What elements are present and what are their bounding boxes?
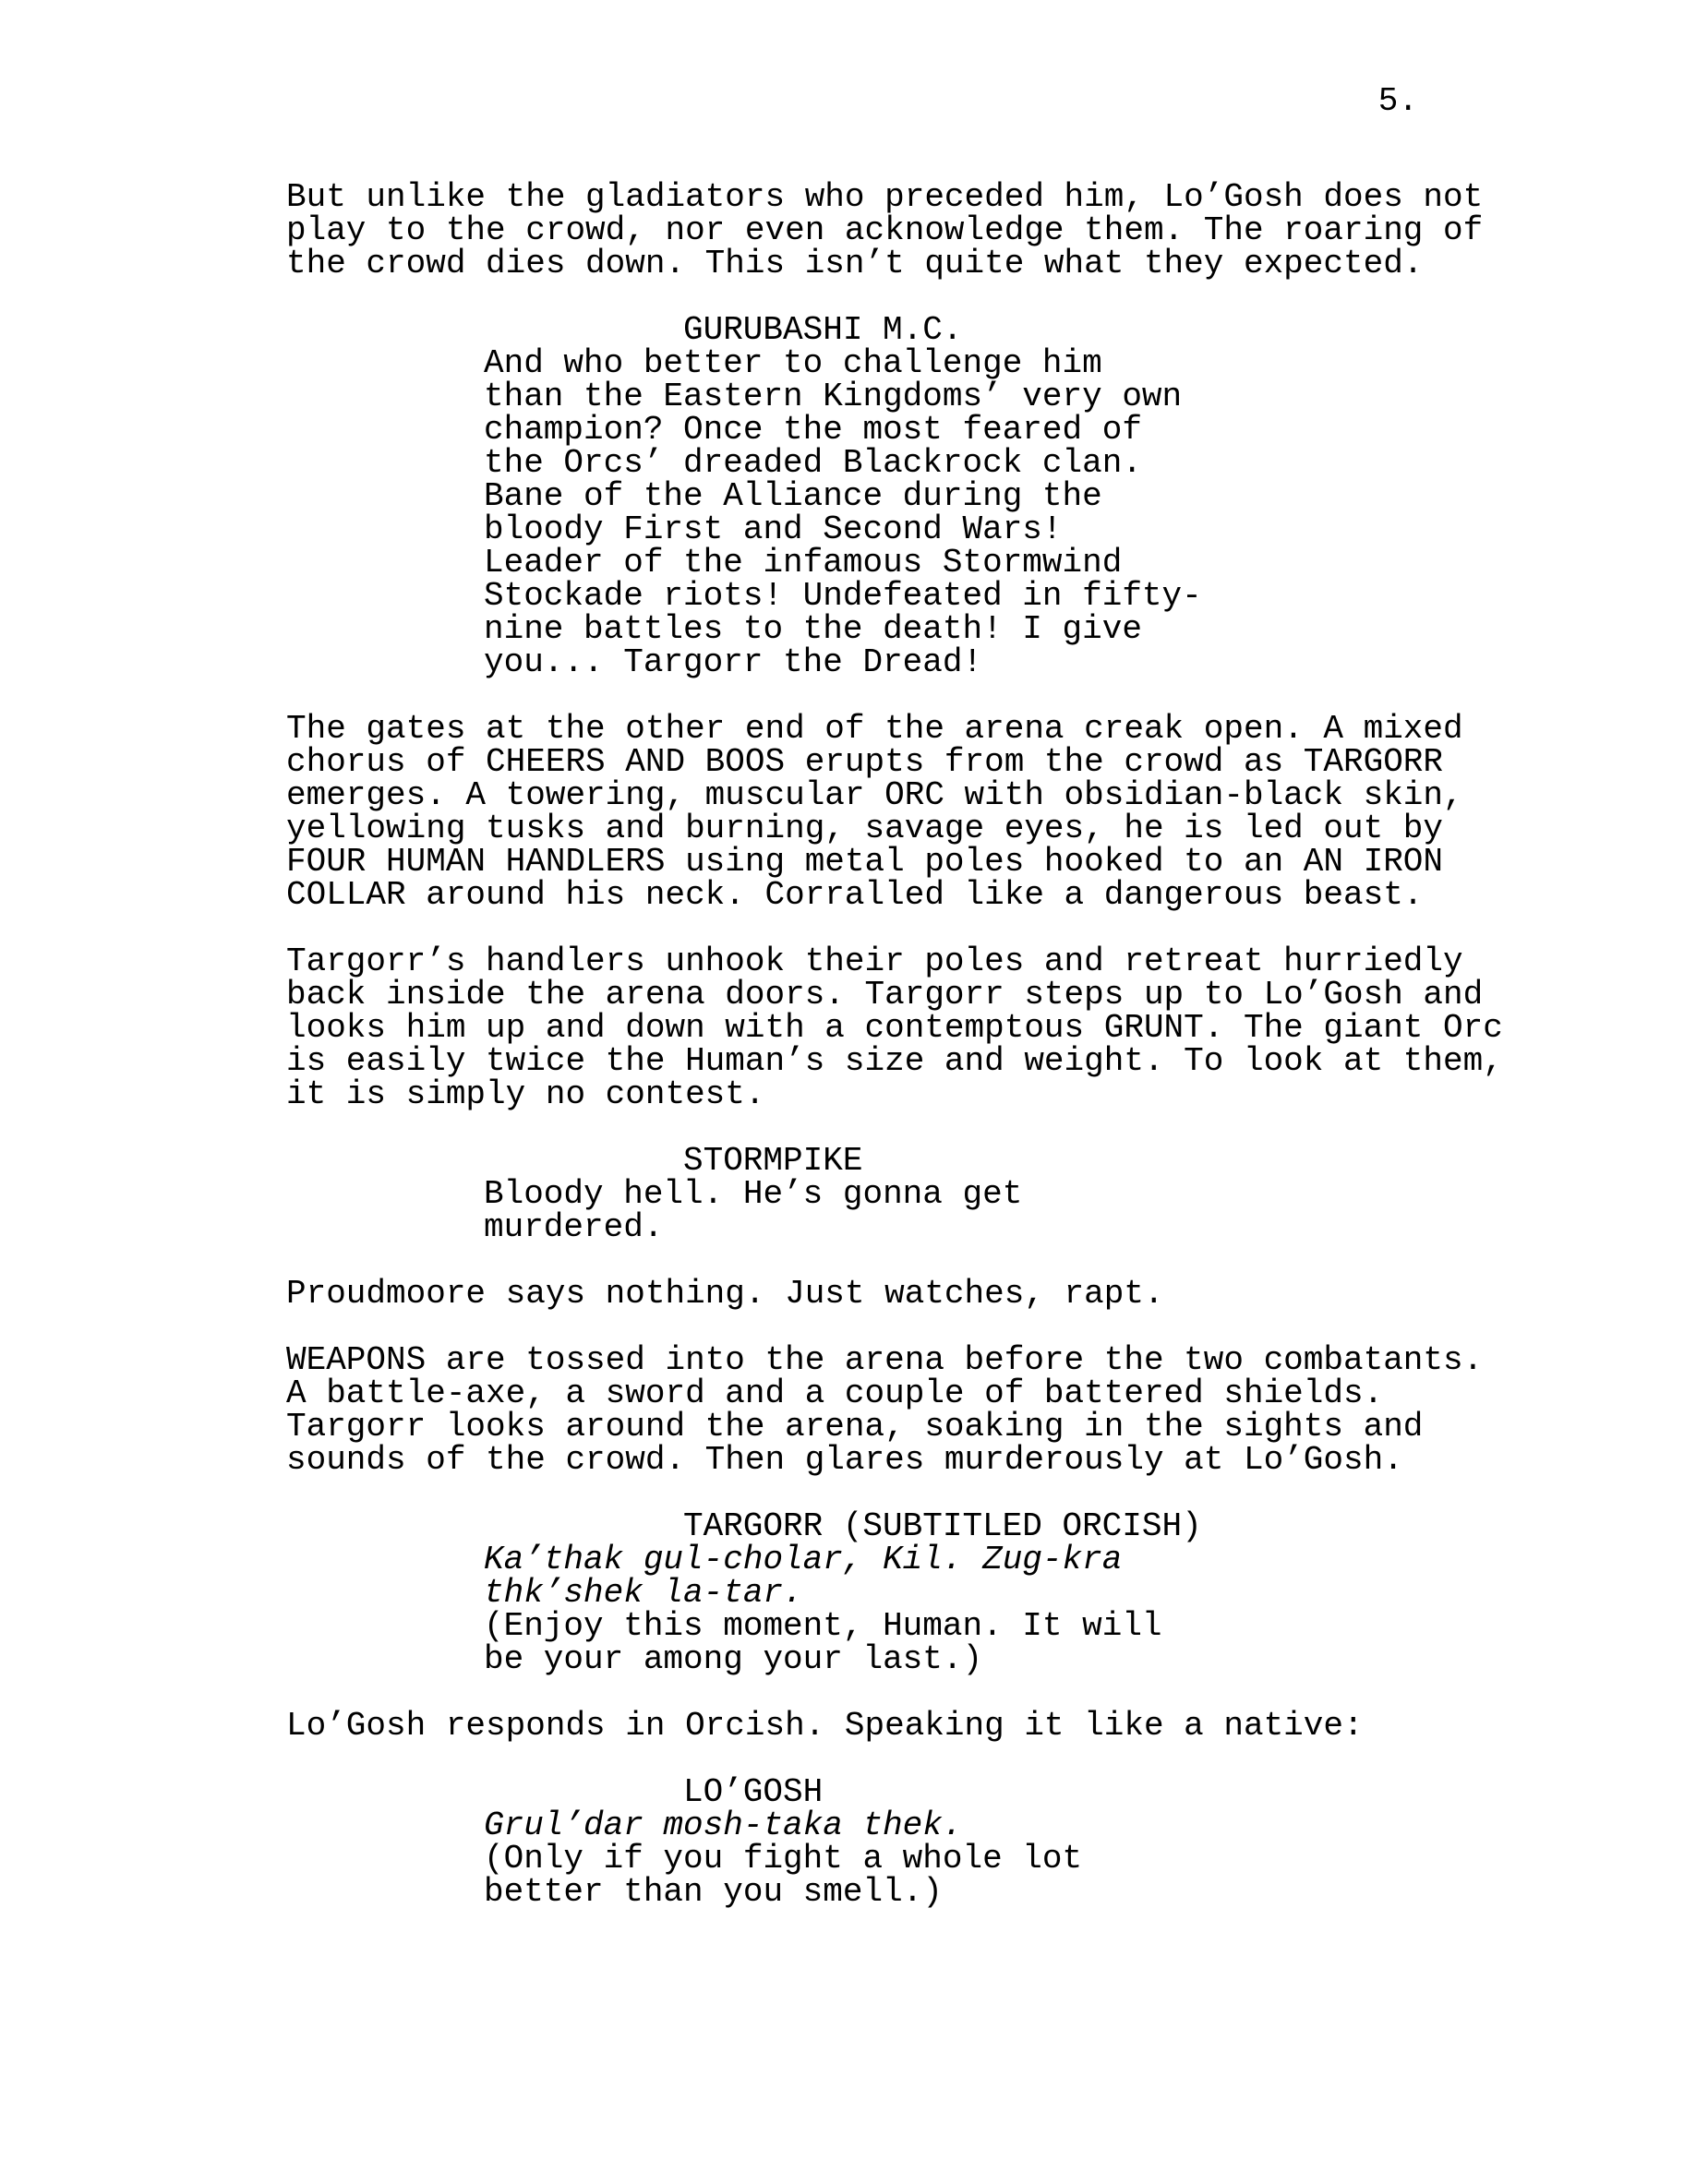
action-line: play to the crowd, nor even acknowledge them. The roaring of bbox=[286, 211, 1484, 249]
dialogue-line: Grul’dar mosh-taka thek. bbox=[484, 1806, 963, 1844]
character-line: STORMPIKE bbox=[683, 1142, 863, 1180]
action-line: Proudmoore says nothing. Just watches, rapt. bbox=[286, 1275, 1164, 1313]
dialogue-line: murdered. bbox=[484, 1208, 664, 1246]
dialogue-block bbox=[286, 1543, 1468, 1676]
character-block bbox=[286, 1773, 1468, 1811]
action-line: Lo’Gosh responds in Orcish. Speaking it like a native: bbox=[286, 1707, 1364, 1745]
action-line: it is simply no contest. bbox=[286, 1075, 765, 1113]
action-line: Targorr’s handlers unhook their poles and retreat hurriedly bbox=[286, 942, 1463, 980]
action-block bbox=[286, 1707, 1468, 1745]
blank-line bbox=[286, 679, 1468, 713]
dialogue-line: the Orcs’ dreaded Blackrock clan. bbox=[484, 444, 1142, 482]
action-line: the crowd dies down. This isn’t quite what they expected. bbox=[286, 245, 1424, 282]
action-line: COLLAR around his neck. Corralled like a dangerous beast. bbox=[286, 876, 1424, 914]
action-line: looks him up and down with a contemptous GRUNT. The giant Orc bbox=[286, 1009, 1503, 1047]
blank-line bbox=[286, 1477, 1468, 1510]
blank-line bbox=[286, 281, 1468, 314]
dialogue-line: (Only if you fight a whole lot bbox=[484, 1840, 1083, 1878]
character-line: LO’GOSH bbox=[683, 1773, 824, 1811]
blank-line bbox=[286, 1111, 1468, 1145]
action-line: sounds of the crowd. Then glares murderously at Lo’Gosh. bbox=[286, 1441, 1403, 1479]
dialogue-line: you... Targorr the Dread! bbox=[484, 643, 983, 681]
action-line: A battle-axe, a sword and a couple of battered shields. bbox=[286, 1374, 1384, 1412]
action-line: But unlike the gladiators who preceded him, Lo’Gosh does not bbox=[286, 178, 1484, 216]
dialogue-line: be your among your last.) bbox=[484, 1640, 983, 1678]
character-block bbox=[286, 1142, 1468, 1180]
action-block bbox=[286, 942, 1503, 1113]
action-line: The gates at the other end of the arena creak open. A mixed bbox=[286, 710, 1463, 748]
action-block bbox=[286, 1341, 1484, 1479]
dialogue-line: champion? Once the most feared of bbox=[484, 411, 1142, 449]
action-line: chorus of CHEERS AND BOOS erupts from the crowd as TARGORR bbox=[286, 743, 1444, 781]
action-block bbox=[286, 1275, 1468, 1313]
dialogue-line: Leader of the infamous Stormwind bbox=[484, 544, 1123, 582]
action-block bbox=[286, 178, 1484, 282]
character-block bbox=[286, 1507, 1468, 1545]
dialogue-line: (Enjoy this moment, Human. It will bbox=[484, 1607, 1162, 1645]
page-number: 5. bbox=[1377, 82, 1418, 120]
blank-line bbox=[286, 1311, 1468, 1344]
blank-line bbox=[286, 912, 1468, 945]
action-line: FOUR HUMAN HANDLERS using metal poles hooked to an AN IRON bbox=[286, 843, 1444, 881]
dialogue-line: bloody First and Second Wars! bbox=[484, 510, 1063, 548]
dialogue-block bbox=[286, 344, 1468, 681]
action-line: back inside the arena doors. Targorr steps up to Lo’Gosh and bbox=[286, 976, 1484, 1014]
action-line: Targorr looks around the arena, soaking in the sights and bbox=[286, 1408, 1424, 1446]
dialogue-line: than the Eastern Kingdoms’ very own bbox=[484, 378, 1183, 415]
blank-line bbox=[286, 1743, 1468, 1776]
character-line: GURUBASHI M.C. bbox=[683, 311, 963, 349]
dialogue-line: nine battles to the death! I give bbox=[484, 610, 1142, 648]
dialogue-line: better than you smell.) bbox=[484, 1873, 943, 1911]
dialogue-line: thk’shek la-tar. bbox=[484, 1574, 803, 1612]
blank-line bbox=[286, 1244, 1468, 1278]
action-line: WEAPONS are tossed into the arena before the two combatants. bbox=[286, 1341, 1484, 1379]
dialogue-block bbox=[286, 1175, 1468, 1246]
character-block bbox=[286, 311, 1468, 349]
dialogue-block bbox=[286, 1806, 1468, 1911]
character-line: TARGORR (SUBTITLED ORCISH) bbox=[683, 1507, 1202, 1545]
action-block bbox=[286, 710, 1468, 914]
dialogue-line: Bloody hell. He’s gonna get bbox=[484, 1175, 1023, 1213]
action-line: is easily twice the Human’s size and weight. To look at them, bbox=[286, 1042, 1503, 1080]
blank-line bbox=[286, 1676, 1468, 1710]
dialogue-line: Stockade riots! Undefeated in fifty- bbox=[484, 577, 1202, 615]
script-body bbox=[286, 178, 1503, 1911]
dialogue-line: Bane of the Alliance during the bbox=[484, 477, 1102, 515]
dialogue-line: Ka’thak gul-cholar, Kil. Zug-kra bbox=[484, 1541, 1123, 1578]
dialogue-line: And who better to challenge him bbox=[484, 344, 1102, 382]
action-line: yellowing tusks and burning, savage eyes, he is led out by bbox=[286, 810, 1444, 847]
action-line: emerges. A towering, muscular ORC with obsidian-black skin, bbox=[286, 776, 1463, 814]
